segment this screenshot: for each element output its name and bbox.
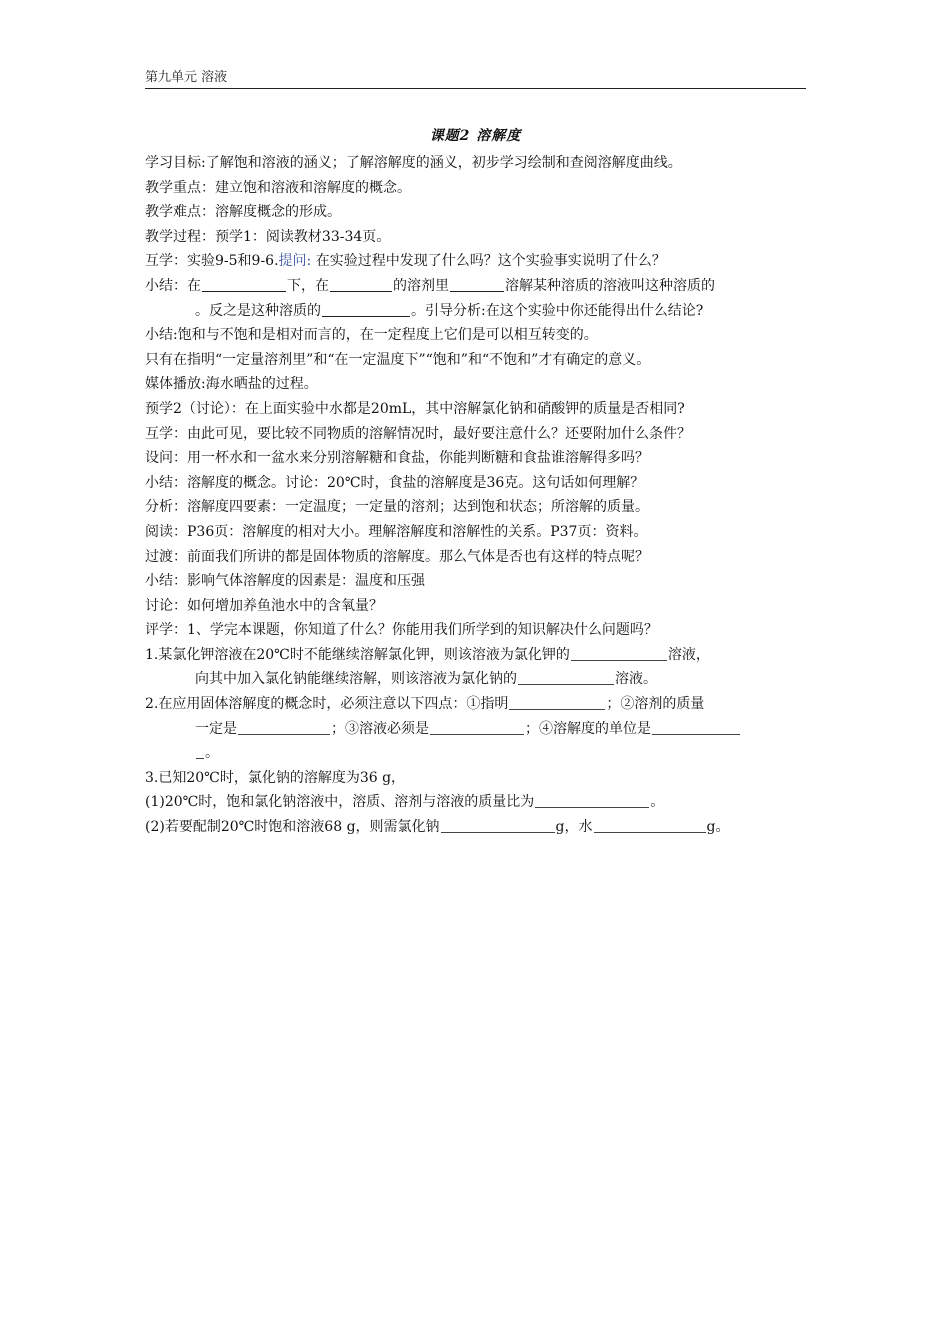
text-line-reading: 阅读：P36页：溶解度的相对大小。理解溶解度和溶解性的关系。P37页：资料。 bbox=[145, 523, 648, 540]
exercise-2-blank-3[interactable] bbox=[430, 719, 524, 735]
exercise-3-line-3: (2)若要配制20℃时饱和溶液68 g，则需氯化钠 g，水 g。 bbox=[145, 819, 730, 836]
text-line-difficulty: 教学难点：溶解度概念的形成。 bbox=[145, 204, 341, 221]
text-line-summary-relative: 小结:饱和与不饱和是相对而言的，在一定程度上它们是可以相互转变的。 bbox=[145, 327, 598, 344]
text-line-analysis: 分析：溶解度四要素：一定温度；一定量的溶剂；达到饱和状态；所溶解的质量。 bbox=[145, 499, 649, 516]
exercise-2-blank-2[interactable] bbox=[238, 719, 330, 735]
text-line-question: 设问：用一杯水和一盆水来分别溶解糖和食盐，你能判断糖和食盐谁溶解得多吗？ bbox=[145, 450, 649, 467]
text-line-mutual-study: 互学：由此可见，要比较不同物质的溶解情况时，最好要注意什么？还要附加什么条件？ bbox=[145, 425, 691, 442]
exercise-3-blank-1[interactable] bbox=[535, 792, 649, 808]
header-text: 第九单元 溶液 bbox=[145, 70, 228, 85]
text-line-concept: 小结：溶解度的概念。讨论：20℃时，食盐的溶解度是36克。这句话如何理解？ bbox=[145, 474, 645, 491]
text-line-key-point: 教学重点：建立饱和溶液和溶解度的概念。 bbox=[145, 179, 411, 196]
text-line-discussion: 讨论：如何增加养鱼池水中的含氧量？ bbox=[145, 597, 383, 614]
text-line-summary-fill-2: 。反之是这种溶质的 。引导分析:在这个实验中你还能得出什么结论? bbox=[195, 302, 704, 319]
lesson-title: 课题2 溶解度 bbox=[429, 128, 522, 144]
text-line-evaluation: 评学：1、学完本课题，你知道了什么？你能用我们所学到的知识解决什么问题吗？ bbox=[145, 622, 658, 639]
exercise-3-line-1: 3.已知20℃时，氯化钠的溶解度为36 g， bbox=[145, 769, 406, 786]
exercise-3-line-2: (1)20℃时，饱和氯化钠溶液中，溶质、溶剂与溶液的质量比为 。 bbox=[145, 794, 665, 811]
text-line-objectives: 学习目标:了解饱和溶液的涵义；了解溶解度的涵义，初步学习绘制和查阅溶解度曲线。 bbox=[145, 155, 682, 171]
fill-blank-4[interactable] bbox=[322, 301, 410, 317]
exercise-2-line-2: 一定是 ；③溶液必须是 ；④溶解度的单位是 bbox=[145, 717, 817, 742]
exercise-3-blank-3[interactable] bbox=[594, 817, 706, 833]
exercise-2-line-1: 2.在应用固体溶解度的概念时，必须注意以下四点：①指明 ；②溶剂的质量 bbox=[145, 696, 705, 713]
exercise-3-blank-2[interactable] bbox=[441, 817, 555, 833]
text-line-gas-factors: 小结：影响气体溶解度的因素是：温度和压强 bbox=[145, 573, 425, 590]
fill-blank-1[interactable] bbox=[202, 276, 286, 292]
text-line-prestudy-2: 预学2（讨论）：在上面实验中水都是20mL，其中溶解氯化钠和硝酸钾的质量是否相同? bbox=[145, 400, 685, 417]
exercise-2-line-3: 。 bbox=[145, 741, 817, 766]
exercise-1-blank-1[interactable] bbox=[571, 645, 667, 661]
fill-blank-2[interactable] bbox=[330, 276, 392, 292]
text-line-meaning: 只有在指明“一定量溶剂里”和“在一定温度下”“饱和”和“不饱和”才有确定的意义。 bbox=[145, 351, 651, 368]
fill-blank-3[interactable] bbox=[450, 276, 504, 292]
text-line-experiment: 互学：实验9-5和9-6.提问: 在实验过程中发现了什么吗？这个实验事实说明了什么？ bbox=[145, 253, 666, 270]
exercise-1-line-1: 1.某氯化钾溶液在20℃时不能继续溶解氯化钾，则该溶液为氯化钾的 溶液， bbox=[145, 646, 710, 663]
exercise-1-line-2: 向其中加入氯化钠能继续溶解，则该溶液为氯化钠的 溶液。 bbox=[195, 671, 657, 688]
exercise-2-blank-4-continued[interactable] bbox=[196, 743, 204, 759]
text-line-process: 教学过程：预学1：阅读教材33-34页。 bbox=[145, 228, 391, 245]
exercise-2-blank-4[interactable] bbox=[652, 719, 740, 735]
page-header bbox=[145, 66, 806, 89]
exercise-1-blank-2[interactable] bbox=[518, 669, 614, 685]
question-link-text: 提问: bbox=[278, 253, 312, 270]
text-line-media: 媒体播放:海水晒盐的过程。 bbox=[145, 376, 318, 393]
text-line-summary-fill: 小结：在 下，在 的溶剂里 溶解某种溶质的溶液叫这种溶质的 bbox=[145, 277, 715, 294]
document-body bbox=[145, 151, 817, 840]
exercise-2-blank-1[interactable] bbox=[509, 694, 605, 710]
text-line-transition: 过渡：前面我们所讲的都是固体物质的溶解度。那么气体是否也有这样的特点呢？ bbox=[145, 548, 649, 565]
